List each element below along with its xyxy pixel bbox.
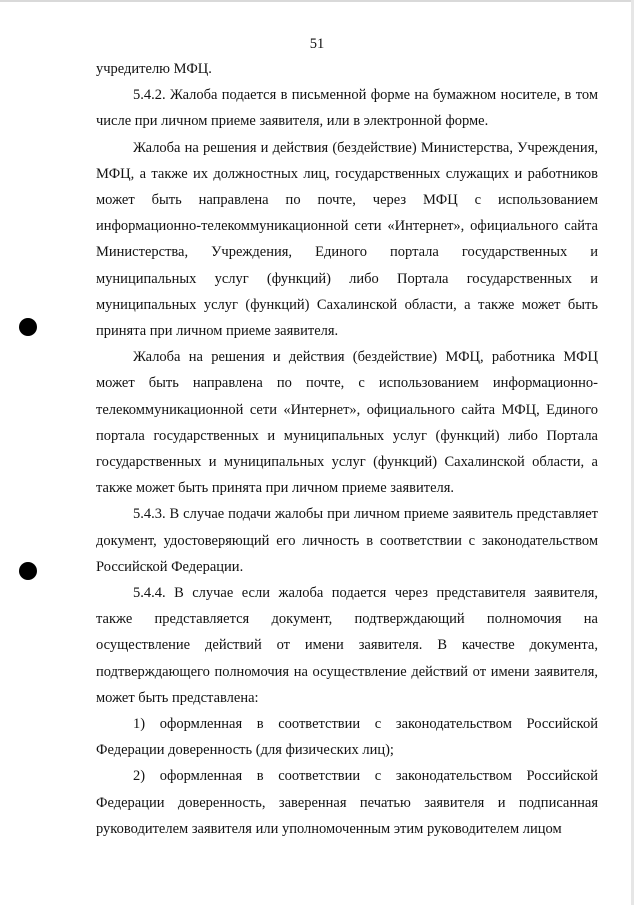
paragraph-5-4-2: 5.4.2. Жалоба подается в письменной форме на бумажном носителе, в том числе при личном приеме заявителя, или в электронной форме.	[96, 87, 598, 130]
paragraph-5-4-3: 5.4.3. В случае подачи жалобы при личном приеме заявитель представляет документ, удостоверяющий его личность в соответствии с законодательством Российской Федерации.	[96, 506, 598, 575]
scan-edge-top	[0, 0, 634, 2]
list-item-1: 1) оформленная в соответствии с законодательством Российской Федерации доверенность (для физических лиц);	[96, 716, 598, 759]
paragraph-5-4-4: 5.4.4. В случае если жалоба подается через представителя заявителя, также представляется документ, подтверждающий полномочия на осуществление действий от имени заявителя. В качестве документа, подтверждающего полномочия на осуществление действий от имени заявителя, может быть представлена:	[96, 585, 598, 706]
page-number: 51	[309, 36, 325, 52]
document-body	[96, 56, 598, 842]
punch-hole-mark	[19, 562, 37, 580]
paragraph-complaint-ministry: Жалоба на решения и действия (бездействие) Министерства, Учреждения, МФЦ, а также их должностных лиц, государственных служащих и работников может быть направлена по почте, через МФЦ с использованием информационно-телекоммуникационной сети «Интернет», официального сайта Министерства, Учреждения, Единого портала государственных и муниципальных услуг (функций) либо Портала государственных и муниципальных услуг (функций) Сахалинской области, а также может быть принята при личном приеме заявителя.	[96, 139, 598, 340]
paragraph-complaint-mfc: Жалоба на решения и действия (бездействие) МФЦ, работника МФЦ может быть направлена по почте, с использованием информационно-телекоммуникационной сети «Интернет», официального сайта МФЦ, Единого портала государственных и муниципальных услуг (функций) либо Портала государственных и муниципальных услуг (функций) Сахалинской области, а также может быть принята при личном приеме заявителя.	[96, 349, 598, 497]
list-item-2: 2) оформленная в соответствии с законодательством Российской Федерации доверенность, заверенная печатью заявителя и подписанная руководителем заявителя или уполномоченным этим руководителем лицом	[96, 768, 598, 837]
punch-hole-mark	[19, 318, 37, 336]
paragraph-continuation: учредителю МФЦ.	[96, 61, 212, 77]
